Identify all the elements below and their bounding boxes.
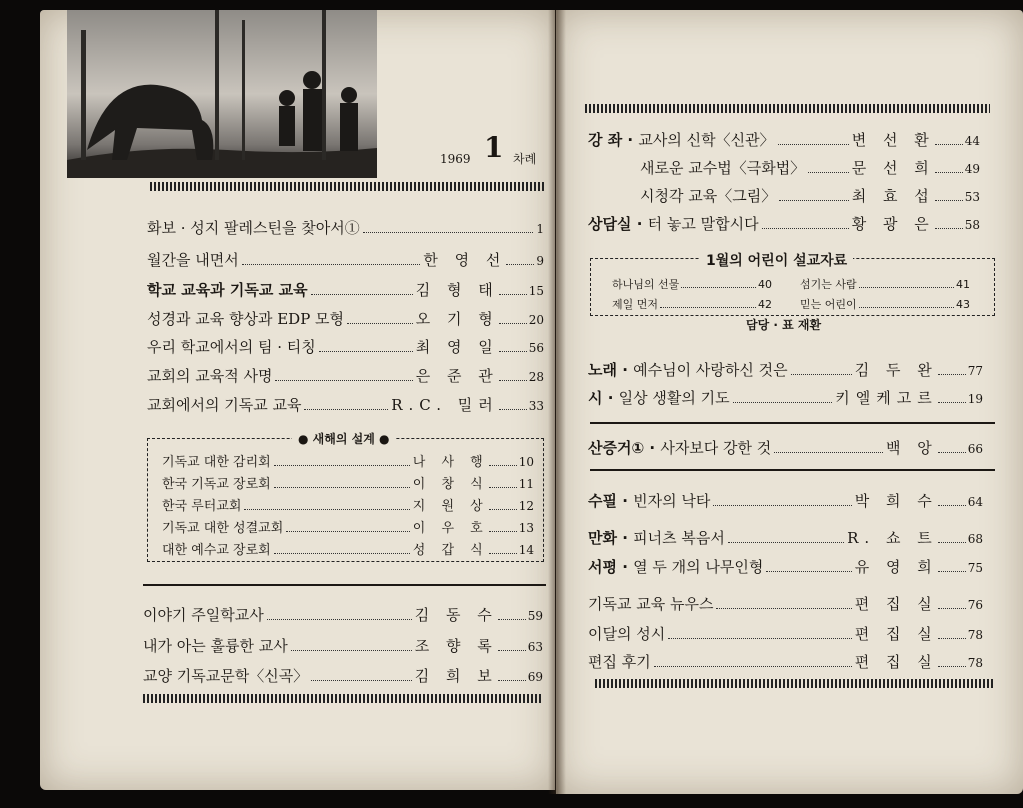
- children-entry[interactable]: [800, 296, 970, 312]
- left-bottom-divider: [143, 694, 543, 703]
- entry-title: 일상 생활의 기도: [618, 389, 730, 407]
- entry-author: 한 영 선: [423, 251, 507, 269]
- dot-leader: [716, 608, 851, 609]
- entry-page: 10: [518, 455, 534, 469]
- entry-page: 44: [964, 134, 980, 148]
- dot-leader: [244, 509, 409, 510]
- dot-leader: [498, 680, 526, 681]
- dot-leader: [938, 638, 966, 639]
- dot-leader: [935, 144, 963, 145]
- dot-leader: [938, 402, 966, 403]
- entry-title: 한국 기독교 장로회: [162, 477, 271, 492]
- entry-category: 시 ·: [588, 389, 619, 407]
- entry-author: 편 집 실: [854, 595, 938, 613]
- entry-category: 강 좌 ·: [588, 131, 639, 149]
- dot-leader: [779, 200, 849, 201]
- entry-author: 백 앙: [885, 439, 938, 457]
- dot-leader: [808, 172, 849, 173]
- entry-title: 대한 예수교 장로회: [162, 543, 271, 558]
- entry-author: 편 집 실: [854, 653, 938, 671]
- entry-title: 예수님이 사랑하신 것은: [633, 361, 788, 379]
- entry-author: 문 선 희: [851, 159, 935, 177]
- toc-entry[interactable]: [143, 636, 543, 657]
- entry-title: 교양 기독교문학〈신곡〉: [143, 667, 309, 685]
- entry-author: 나 사 행: [412, 455, 489, 470]
- dot-leader: [291, 650, 412, 651]
- entry-title: 새로운 교수법〈극화법〉: [640, 159, 806, 177]
- toc-entry[interactable]: [588, 491, 983, 512]
- toc-entry[interactable]: [147, 250, 544, 271]
- entry-author: 은 준 관: [415, 367, 499, 385]
- new-year-title-text: 새해의 설계: [312, 432, 375, 446]
- entry-title: 학교 교육과 기독교 교육: [147, 281, 308, 299]
- dot-leader: [668, 638, 851, 639]
- right-rule-2: [590, 469, 995, 471]
- left-rule: [143, 584, 546, 586]
- right-top-divider: [585, 104, 990, 113]
- new-year-entry[interactable]: [162, 474, 534, 495]
- entry-page: 77: [967, 364, 983, 378]
- entry-title: 한국 루터교회: [162, 499, 242, 514]
- entry-page: 59: [527, 609, 543, 623]
- entry-title: 교회에서의 기독교 교육: [147, 396, 302, 414]
- entry-author: 최 영 일: [415, 338, 499, 356]
- entry-page: 58: [964, 218, 980, 232]
- dot-leader: [274, 553, 410, 554]
- dot-leader: [935, 172, 963, 173]
- entry-page: 63: [527, 640, 543, 654]
- children-entry[interactable]: [800, 276, 970, 292]
- entry-category: 수필 ·: [588, 492, 634, 510]
- dot-leader: [935, 200, 963, 201]
- toc-entry[interactable]: [588, 360, 983, 381]
- new-year-entry[interactable]: [162, 518, 534, 539]
- entry-author: 박 희 수: [854, 492, 938, 510]
- entry-author: 오 기 형: [415, 310, 499, 328]
- dot-leader: [938, 608, 966, 609]
- header-divider: [150, 182, 545, 191]
- dot-leader: [311, 680, 412, 681]
- dot-leader: [311, 294, 413, 295]
- entry-author: 편 집 실: [854, 625, 938, 643]
- book-gutter: [548, 10, 566, 794]
- dot-leader: [660, 307, 756, 308]
- entry-page: 78: [967, 628, 983, 642]
- dot-leader: [938, 666, 966, 667]
- entry-title: 우리 학교에서의 팀 · 티칭: [147, 338, 316, 356]
- children-box-title: 1월의 어린이 설교자료: [700, 250, 853, 270]
- right-bottom-divider: [595, 679, 995, 688]
- dot-leader: [498, 650, 526, 651]
- toc-entry[interactable]: [147, 395, 544, 416]
- entry-title: 기독교 교육 뉴우스: [588, 595, 714, 613]
- entry-title: 하나님의 선물: [612, 278, 680, 291]
- toc-entry[interactable]: [588, 130, 980, 151]
- dot-leader: [499, 351, 527, 352]
- entry-category: 상담실 ·: [588, 215, 648, 233]
- entry-author: R.C. 밀러: [391, 396, 499, 414]
- entry-author: 성 갑 식: [412, 543, 489, 558]
- dot-leader: [275, 380, 412, 381]
- toc-entry[interactable]: [147, 309, 544, 330]
- entry-title: 성경과 교육 향상과 EDP 모형: [147, 310, 345, 328]
- entry-title: 섬기는 사람: [800, 278, 857, 291]
- entry-title: 교회의 교육적 사명: [147, 367, 273, 385]
- entry-title: 사자보다 강한 것: [660, 439, 772, 457]
- toc-entry[interactable]: [588, 388, 983, 409]
- dot-leader: [859, 307, 954, 308]
- entry-page: 41: [956, 278, 970, 291]
- entry-title: 편집 후기: [588, 653, 651, 671]
- entry-page: 28: [528, 370, 544, 384]
- dot-leader: [363, 232, 534, 233]
- entry-author: 조 향 록: [414, 637, 498, 655]
- entry-title: 내가 아는 훌륭한 교사: [143, 637, 288, 655]
- cover-photo: [67, 10, 377, 178]
- entry-author: 변 선 환: [851, 131, 935, 149]
- entry-title: 기독교 대한 감리회: [162, 455, 271, 470]
- issue-year: 1969: [440, 152, 471, 166]
- dot-leader: [489, 531, 517, 532]
- entry-page: 78: [967, 656, 983, 670]
- dot-leader: [938, 374, 966, 375]
- entry-title: 피너츠 복음서: [633, 529, 725, 547]
- toc-entry[interactable]: [640, 186, 980, 207]
- toc-entry[interactable]: [147, 280, 544, 301]
- dot-leader: [733, 402, 833, 403]
- toc-label: 차례: [513, 152, 537, 166]
- entry-category: 만화 ·: [588, 529, 634, 547]
- entry-title: 교사의 신학〈신관〉: [638, 131, 775, 149]
- entry-page: 15: [528, 284, 544, 298]
- toc-entry[interactable]: [147, 366, 544, 387]
- entry-page: 69: [527, 670, 543, 684]
- toc-entry[interactable]: [147, 218, 544, 239]
- dot-leader: [935, 228, 963, 229]
- entry-author: 최 효 섭: [851, 187, 935, 205]
- entry-title: 이야기 주일학교사: [143, 606, 264, 624]
- entry-author: 김 두 완: [854, 361, 938, 379]
- dot-leader: [728, 542, 844, 543]
- entry-author: 김 동 수: [414, 606, 498, 624]
- toc-entry[interactable]: [588, 624, 983, 645]
- entry-page: 75: [967, 561, 983, 575]
- entry-page: 33: [528, 399, 544, 413]
- right-rule-1: [590, 422, 995, 424]
- dot-leader: [791, 374, 852, 375]
- entry-title: 이달의 성시: [588, 625, 666, 643]
- entry-author: 이 우 호: [412, 521, 489, 536]
- dot-leader: [242, 264, 421, 265]
- toc-entry[interactable]: [588, 214, 980, 235]
- dot-leader: [774, 452, 883, 453]
- toc-entry[interactable]: [640, 158, 980, 179]
- new-year-entry[interactable]: [162, 540, 534, 561]
- dot-leader: [319, 351, 413, 352]
- toc-entry[interactable]: [588, 557, 983, 578]
- dot-leader: [499, 294, 527, 295]
- dot-leader: [938, 542, 966, 543]
- dot-leader: [274, 487, 410, 488]
- dot-leader: [654, 666, 852, 667]
- entry-page: 66: [967, 442, 983, 456]
- dot-leader: [267, 619, 412, 620]
- dot-leader: [489, 487, 517, 488]
- entry-author: 지 원 상: [412, 499, 489, 514]
- toc-entry[interactable]: [588, 594, 983, 615]
- entry-page: 43: [956, 298, 970, 311]
- entry-author: 이 창 식: [412, 477, 489, 492]
- entry-page: 14: [518, 543, 534, 557]
- new-year-entry[interactable]: [162, 496, 534, 517]
- new-year-entry[interactable]: [162, 452, 534, 473]
- dot-leader: [489, 553, 517, 554]
- entry-page: 11: [518, 477, 534, 491]
- dot-leader: [274, 465, 410, 466]
- entry-title: 기독교 대한 성결교회: [162, 521, 284, 536]
- entry-title: 제일 먼저: [612, 298, 659, 311]
- dot-leader: [859, 287, 954, 288]
- entry-page: 53: [964, 190, 980, 204]
- toc-entry[interactable]: [143, 605, 543, 626]
- toc-entry[interactable]: [588, 652, 983, 673]
- issue-number: 1: [484, 131, 504, 164]
- new-year-title: ● 새해의 설계 ●: [292, 430, 395, 447]
- entry-category: 산증거① ·: [588, 439, 661, 457]
- entry-title: 화보 · 성지 팔레스틴을 찾아서①: [147, 219, 360, 237]
- dot-leader: [347, 323, 413, 324]
- dot-leader: [498, 619, 526, 620]
- dot-leader: [489, 465, 517, 466]
- dot-leader: [499, 409, 527, 410]
- entry-page: 64: [967, 495, 983, 509]
- toc-entry[interactable]: [588, 528, 983, 549]
- toc-entry[interactable]: [147, 337, 544, 358]
- entry-page: 56: [528, 341, 544, 355]
- dot-leader: [713, 505, 851, 506]
- entry-category: 서평 ·: [588, 558, 634, 576]
- entry-title: 터 놓고 말합시다: [647, 215, 759, 233]
- entry-page: 40: [758, 278, 772, 291]
- entry-page: 76: [967, 598, 983, 612]
- entry-author: 김 희 보: [414, 667, 498, 685]
- entry-page: 19: [967, 392, 983, 406]
- children-entry[interactable]: [612, 296, 772, 312]
- entry-page: 13: [518, 521, 534, 535]
- dot-leader: [762, 228, 849, 229]
- children-entry[interactable]: [612, 276, 772, 292]
- dot-leader: [938, 452, 966, 453]
- entry-author: 김 형 태: [415, 281, 499, 299]
- entry-page: 9: [536, 254, 544, 268]
- entry-title: 월간을 내면서: [147, 251, 239, 269]
- dot-leader: [304, 409, 388, 410]
- dot-leader: [506, 264, 534, 265]
- dot-leader: [499, 380, 527, 381]
- toc-entry[interactable]: [143, 666, 543, 687]
- entry-title: 믿는 어린이: [800, 298, 857, 311]
- dot-leader: [938, 571, 966, 572]
- entry-author: R. 쇼 트: [847, 529, 938, 547]
- toc-entry[interactable]: [588, 438, 983, 459]
- dot-leader: [489, 509, 517, 510]
- entry-page: 68: [967, 532, 983, 546]
- children-box-footer: 담당 · 표 재환: [740, 316, 827, 333]
- entry-author: 유 영 희: [854, 558, 938, 576]
- entry-page: 20: [528, 313, 544, 327]
- dot-leader: [766, 571, 851, 572]
- dot-leader: [681, 287, 756, 288]
- entry-author: 황 광 은: [851, 215, 935, 233]
- dot-leader: [938, 505, 966, 506]
- entry-title: 빈자의 낙타: [633, 492, 711, 510]
- entry-author: 키엘케고르: [835, 389, 938, 407]
- entry-page: 42: [758, 298, 772, 311]
- entry-title: 시청각 교육〈그림〉: [640, 187, 777, 205]
- dot-leader: [778, 144, 849, 145]
- entry-page: 12: [518, 499, 534, 513]
- entry-title: 열 두 개의 나무인형: [633, 558, 764, 576]
- dot-leader: [499, 323, 527, 324]
- entry-page: 49: [964, 162, 980, 176]
- dot-leader: [286, 531, 409, 532]
- entry-category: 노래 ·: [588, 361, 634, 379]
- entry-page: 1: [536, 222, 544, 236]
